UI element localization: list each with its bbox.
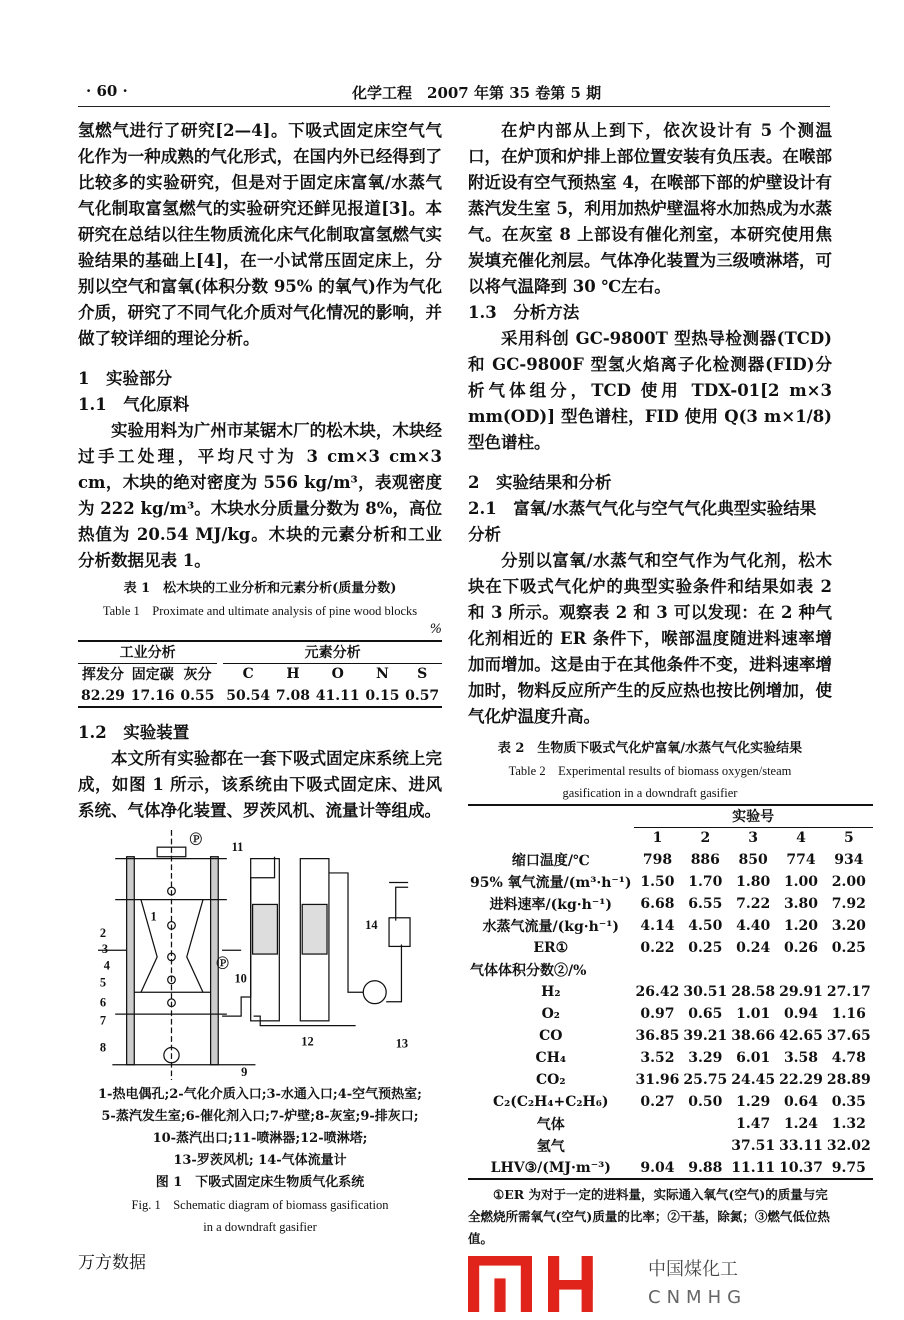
table2-cell: 1.20 — [783, 918, 819, 934]
table2-cell: 1.70 — [688, 874, 723, 890]
table-row — [468, 915, 873, 937]
page-number: · 60 · — [86, 82, 128, 100]
table2-cell: 33.11 — [779, 1138, 823, 1154]
table2-cell: 774 — [786, 852, 816, 868]
table-row — [468, 1091, 873, 1113]
table2-cell: 25.75 — [683, 1072, 728, 1088]
table-row — [468, 959, 873, 981]
table2-row-label: CO₂ — [536, 1072, 566, 1088]
table2-cell: 7.22 — [736, 896, 771, 912]
apparatus-paragraph: 本文所有实验都在一套下吸式固定床系统上完成，如图 1 所示，该系统由下吸式固定床、进风系统、气体净化装置、罗茨风机、流量计等组成。 — [78, 749, 442, 820]
table2-row-label: H₂ — [541, 984, 561, 1000]
table2-cell: 39.21 — [683, 1028, 728, 1044]
table1-header: H — [286, 666, 300, 683]
table2 — [468, 804, 873, 1180]
table2-cell — [681, 1113, 729, 1135]
table2-cell: 0.65 — [688, 1006, 723, 1022]
table2-cell: 1.24 — [783, 1116, 819, 1132]
table2-cell: 10.37 — [779, 1159, 823, 1176]
table2-cell — [634, 959, 682, 981]
table2-row-label: CH₄ — [535, 1050, 567, 1066]
table2-cell — [825, 959, 873, 981]
table2-cell: 0.35 — [831, 1094, 866, 1110]
watermark-cn: 中国煤化工 — [648, 1259, 738, 1280]
table2-cell: 24.45 — [731, 1072, 776, 1088]
figure-legend-line: 10-蒸汽出口;11-喷淋器;12-喷淋塔; — [152, 1131, 368, 1146]
pressure-gauge-label: Ⓟ — [216, 956, 229, 971]
table2-cell: 3.29 — [688, 1050, 723, 1066]
table2-cell: 31.96 — [635, 1072, 680, 1088]
table2-cell: 9.75 — [831, 1159, 866, 1176]
table2-row-label: 95% 氧气流量/(m³·h⁻¹) — [470, 875, 632, 891]
table-row — [468, 981, 873, 1003]
table2-group: 实验号 — [634, 805, 873, 827]
table1-caption-en: Table 1 Proximate and ultimate analysis of pine wood blocks — [102, 604, 418, 618]
table2-cell: 9.04 — [640, 1159, 675, 1176]
table-row — [468, 1135, 873, 1157]
table1-cell: 0.55 — [180, 687, 215, 704]
section-1-3-heading: 1.3 分析方法 — [468, 303, 580, 322]
table1-group: 元素分析 — [223, 641, 442, 663]
table1-header: 灰分 — [183, 667, 212, 684]
table2-cell: 4.14 — [640, 918, 675, 934]
section-1-2-heading: 1.2 实验装置 — [78, 723, 190, 742]
table2-row-label: LHV③/(MJ·m⁻³) — [490, 1159, 611, 1176]
diagram-label-5: 5 — [99, 975, 107, 990]
table1-header: S — [417, 666, 428, 683]
table2-cell: 37.65 — [826, 1028, 871, 1044]
table2-cell: 798 — [642, 852, 673, 868]
table-row — [468, 1069, 873, 1091]
figure-legend-line: 1-热电偶孔;2-气化介质入口;3-水通入口;4-空气预热室; — [98, 1087, 422, 1102]
table2-caption-en: Table 2 Experimental results of biomass oxygen/steam — [508, 764, 792, 778]
table2-row-label: ER① — [533, 940, 569, 956]
table2-row-label: 气体 — [536, 1117, 565, 1133]
table2-row-label: 进料速率/(kg·h⁻¹) — [489, 897, 612, 913]
table2-row-label: 缩口温度/℃ — [511, 853, 590, 869]
journal-header: 化学工程 2007 年第 35 卷第 5 期 — [352, 84, 602, 102]
figure1-caption: 图 1 下吸式固定床生物质气化系统 — [155, 1175, 365, 1190]
furnace-wall-left — [127, 857, 135, 1065]
table2-cell: 1.80 — [736, 874, 771, 890]
table2-row-label: C₂(C₂H₄+C₂H₆) — [493, 1094, 609, 1110]
table2-cell: 9.88 — [688, 1159, 723, 1176]
table2-cell: 11.11 — [731, 1159, 776, 1176]
table2-cell: 3.80 — [783, 896, 819, 912]
intro-paragraph: 氢燃气进行了研究[2—4]。下吸式固定床空气气化作为一种成熟的气化形式，在国内外已经得到了比较多的实验研究，但是对于固定床富氧/水蒸气气化制取富氢燃气的实验研究还鲜见报道[3]。本研究在总结以往生物质流化床气化制取富氢燃气实验结果的基础上[4]，在一小试常压固定床上，分别以空气和富氧(体积分数 95% 的氧气)作为气化介质，研究了不同气化介质对气化情况的影响，并做了较详细的理论分析。 — [78, 121, 442, 348]
source-footer: 万方数据 — [78, 1253, 146, 1273]
table-row — [468, 1113, 873, 1135]
results-paragraph: 分别以富氧/水蒸气和空气作为气化剂，松木块在下吸式气化炉的典型实验条件和结果如表 2 和 3 所示。观察表 2 和 3 可以发现：在 2 种气化剂相近的 ER 条件下，喉部温度随进料速率增加而增加。这是由于在其他条件不变，进料速率增加时，物料反应所产生的反应热也按比例增加，使气化炉温度升高。 — [468, 551, 832, 726]
table1-header: N — [376, 666, 389, 683]
pressure-gauge-label: Ⓟ — [189, 832, 203, 847]
table2-row-label: O₂ — [541, 1006, 560, 1022]
figure1-caption-en: Fig. 1 Schematic diagram of biomass gasification — [131, 1198, 389, 1212]
table2-cell: 850 — [738, 852, 768, 868]
table1-header: O — [331, 666, 344, 683]
table2-cell — [634, 1113, 682, 1135]
watermark-logo — [468, 1256, 832, 1312]
table2-cell: 0.24 — [736, 940, 771, 956]
table2-cell: 30.51 — [683, 984, 728, 1000]
table2-cell — [681, 1135, 729, 1157]
table1-header: 固定碳 — [131, 667, 174, 684]
diagram-label-8: 8 — [99, 1040, 107, 1055]
section-2-1-heading: 2.1 富氧/水蒸气气化与空气气化典型实验结果分析 — [468, 499, 817, 544]
table1-cell: 82.29 — [80, 687, 125, 704]
table2-footnote: ①ER 为对于一定的进料量，实际通入氧气(空气)的质量与完全燃烧所需氧气(空气)质量的比率；②干基，除氮；③燃气低位热值。 — [468, 1187, 830, 1246]
table2-cell: 28.58 — [731, 984, 776, 1000]
table-row — [468, 1025, 873, 1047]
table2-row-label: 氢气 — [536, 1139, 565, 1155]
material-paragraph: 实验用料为广州市某锯木厂的松木块，木块经过手工处理，平均尺寸为 3 cm×3 cm×3 cm，木块的绝对密度为 556 kg/m³，表观密度为 222 kg/m³。木块水分质量分数为 8%，高位热值为 20.54 MJ/kg。木块的元素分析和工业分析数据见表 1。 — [78, 421, 442, 570]
table2-cell: 0.27 — [640, 1094, 675, 1110]
table-row — [468, 849, 873, 871]
table2-cell: 27.17 — [826, 984, 871, 1000]
table2-cell: 6.68 — [640, 896, 675, 912]
diagram-label-11: 11 — [231, 839, 244, 854]
table1-group: 工业分析 — [78, 641, 217, 663]
table2-cell: 3.52 — [640, 1050, 675, 1066]
table2-run-header: 3 — [748, 830, 759, 847]
table2-cell: 4.50 — [688, 918, 723, 934]
table2-cell: 4.78 — [831, 1050, 866, 1066]
table2-cell — [681, 959, 729, 981]
table-row — [468, 893, 873, 915]
gasifier-diagram — [90, 830, 440, 1080]
section-1-1-heading: 1.1 气化原料 — [78, 395, 190, 414]
left-column — [78, 118, 442, 1274]
diagram-label-10: 10 — [234, 971, 247, 986]
table1-cell: 0.57 — [405, 687, 440, 704]
right-column — [468, 118, 871, 1312]
table1-cell: 7.08 — [275, 687, 310, 704]
table-row — [468, 1003, 873, 1025]
table1-caption: 表 1 松木块的工业分析和元素分析(质量分数) — [123, 581, 397, 596]
table-row — [468, 1047, 873, 1069]
table2-cell: 0.94 — [783, 1006, 819, 1022]
figure1-captions — [78, 1084, 442, 1238]
table2-cell: 37.51 — [731, 1138, 776, 1154]
table1-unit: % — [429, 622, 442, 637]
table2-cell: 0.97 — [640, 1006, 675, 1022]
table2-cell: 38.66 — [731, 1028, 776, 1044]
diagram-label-9: 9 — [241, 1065, 248, 1080]
table2-cell: 3.20 — [831, 918, 866, 934]
diagram-label-3: 3 — [101, 942, 109, 957]
table-row — [468, 937, 873, 959]
table2-cell: 886 — [690, 852, 720, 868]
table2-cell: 1.32 — [831, 1116, 866, 1132]
table2-cell: 26.42 — [635, 984, 680, 1000]
table2-cell: 42.65 — [779, 1028, 823, 1044]
table2-cell: 0.26 — [783, 940, 819, 956]
header-rule — [78, 106, 830, 107]
table2-run-header: 2 — [700, 830, 711, 847]
table2-cell: 32.02 — [826, 1138, 871, 1154]
section-2-heading: 2 实验结果和分析 — [468, 473, 612, 492]
table2-cell: 6.01 — [736, 1050, 771, 1066]
table2-cell: 0.25 — [688, 940, 723, 956]
table2-cell: 1.47 — [736, 1116, 771, 1132]
table2-cell: 1.16 — [831, 1006, 866, 1022]
table2-cell: 1.00 — [783, 874, 819, 890]
table2-cell — [777, 959, 825, 981]
table2-cell: 36.85 — [635, 1028, 680, 1044]
table1 — [78, 640, 442, 708]
figure-legend-line: 13-罗茨风机; 14-气体流量计 — [173, 1153, 347, 1168]
diagram-label-12: 12 — [301, 1034, 314, 1049]
table2-cell: 0.25 — [831, 940, 866, 956]
diagram-label-2: 2 — [99, 925, 107, 940]
diagram-label-4: 4 — [103, 958, 110, 973]
table2-run-header: 4 — [796, 830, 806, 847]
table2-cell: 0.22 — [640, 940, 675, 956]
table2-cell: 4.40 — [736, 918, 771, 934]
table2-cell — [729, 959, 777, 981]
table2-cell: 2.00 — [831, 874, 866, 890]
figure1-caption-en: in a downdraft gasifier — [203, 1220, 317, 1234]
table1-header: C — [242, 666, 254, 683]
table2-row-label: 水蒸气流量/(kg·h⁻¹) — [482, 919, 619, 935]
table2-cell: 6.55 — [688, 896, 723, 912]
table2-cell: 7.92 — [831, 896, 866, 912]
table1-cell: 50.54 — [226, 687, 271, 704]
table2-cell: 29.91 — [779, 984, 823, 1000]
table2-run-header: 5 — [843, 830, 854, 847]
table2-block — [468, 738, 871, 1250]
table1-cell: 0.15 — [365, 687, 400, 704]
table2-cell: 1.29 — [736, 1094, 771, 1110]
table2-cell: 1.01 — [736, 1006, 771, 1022]
table2-caption: 表 2 生物质下吸式气化炉富氧/水蒸气气化实验结果 — [497, 741, 803, 756]
diagram-label-7: 7 — [99, 1013, 107, 1028]
analysis-method-paragraph: 采用科创 GC-9800T 型热导检测器(TCD)和 GC-9800F 型氢火焰离子化检测器(FID)分析气体组分，TCD 使用 TDX-01[2 m×3 mm(OD)] 型色谱柱，FID 使用 Q(3 m×1/8)型色谱柱。 — [468, 329, 832, 452]
table2-cell: 22.29 — [779, 1072, 823, 1088]
table2-row-label: CO — [539, 1028, 563, 1044]
table2-cell: 1.50 — [640, 874, 675, 890]
diagram-label-14: 14 — [365, 918, 378, 933]
table2-cell: 934 — [834, 852, 864, 868]
watermark-yh-icon — [468, 1256, 636, 1312]
table2-cell: 0.64 — [783, 1094, 819, 1110]
table1-cell: 41.11 — [315, 687, 360, 704]
table-row — [468, 1157, 873, 1179]
table2-run-header: 1 — [652, 830, 663, 847]
table2-caption-en: gasification in a downdraft gasifier — [562, 786, 738, 800]
table2-cell: 3.58 — [783, 1050, 819, 1066]
table2-cell — [634, 1135, 682, 1157]
watermark-en: CNMHG — [648, 1287, 748, 1308]
diagram-label-1: 1 — [150, 909, 157, 924]
table1-header: 挥发分 — [81, 667, 124, 684]
figure-legend-line: 5-蒸汽发生室;6-催化剂入口;7-炉壁;8-灰室;9-排灰口; — [101, 1109, 419, 1124]
apparatus-detail-paragraph: 在炉内部从上到下，依次设计有 5 个测温口，在炉顶和炉排上部位置安装有负压表。在喉部附近设有空气预热室 4，在喉部下部的炉壁设计有蒸汽发生室 5，利用加热炉壁温将水加热成为水蒸气。在灰室 8 上部设有催化剂室，本研究使用焦炭填充催化剂层。气体净化装置为三级喷淋塔，可以将气温降到 30 ℃左右。 — [468, 121, 832, 296]
diagram-label-13: 13 — [395, 1036, 409, 1051]
table1-cell: 17.16 — [130, 687, 175, 704]
table-row — [468, 871, 873, 893]
diagram-label-6: 6 — [99, 995, 107, 1010]
section-1-heading: 1 实验部分 — [78, 369, 172, 388]
table2-cell: 0.50 — [688, 1094, 723, 1110]
table2-row-label: 气体体积分数②/% — [470, 963, 587, 979]
table2-cell: 28.89 — [826, 1072, 871, 1088]
